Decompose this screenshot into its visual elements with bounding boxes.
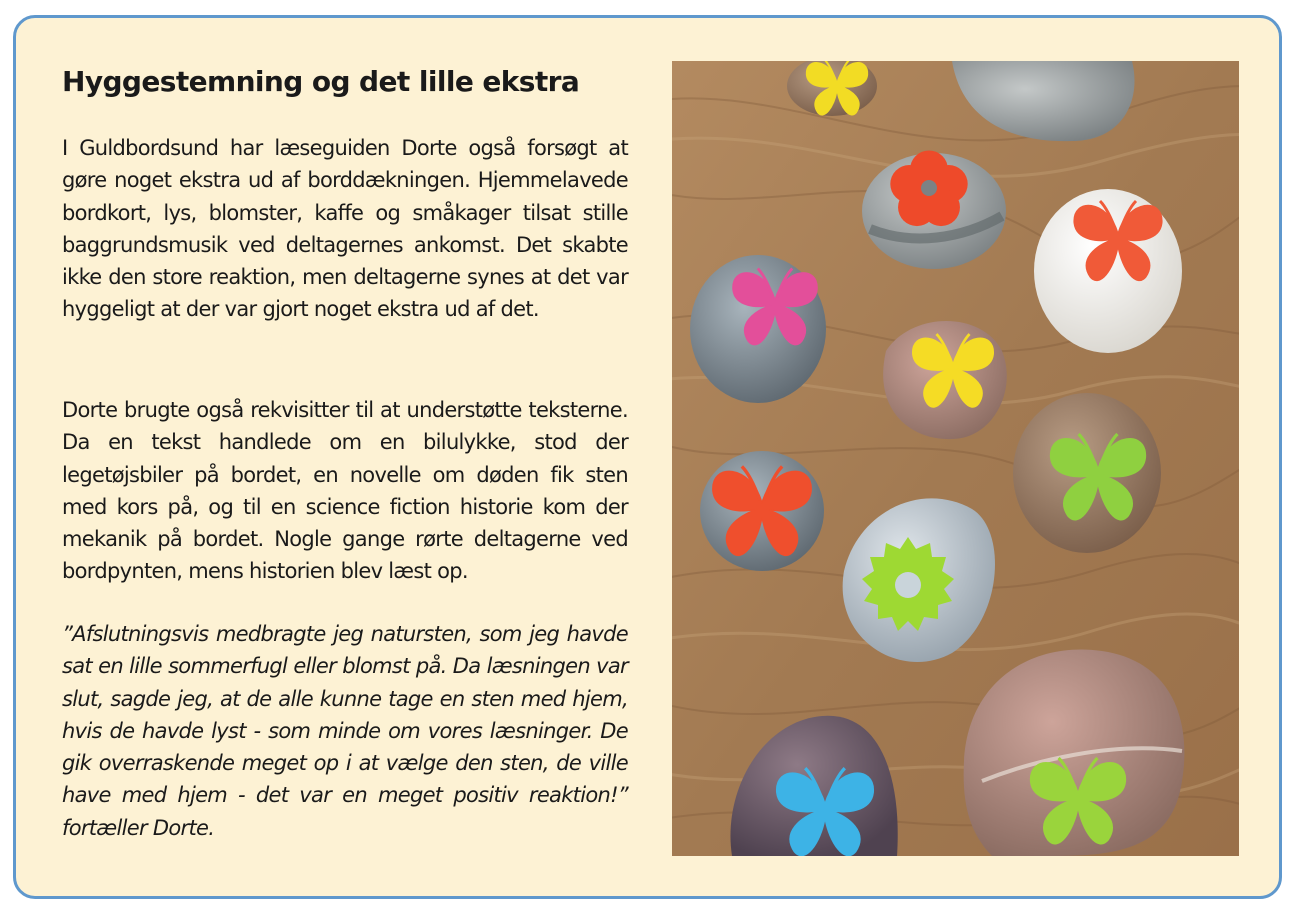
article-heading: Hyggestemning og det lille ekstra — [62, 65, 580, 98]
stones-photo — [672, 61, 1239, 856]
article-paragraph-1: I Guldbordsund har læseguiden Dorte også forsøgt at gøre noget ekstra ud af borddækningen. Hjemmelavede bordkort, lys, blomster, kaffe og småkager tilsat stille baggrundsmusik ved deltagernes ankomst. Det skabte ikke den store reaktion, men deltagerne synes at det var hyggeligt at der var gjort noget ekstra ud af det. — [62, 136, 628, 322]
article-quote-paragraph: ”Afslutningsvis medbragte jeg natursten, som jeg havde sat en lille sommerfugl eller blomst på. Da læsningen var slut, sagde jeg, at de alle kunne tage en sten med hjem, hvis de havde lyst - som minde om vores læsninger. De gik overraskende meget op i at vælge den sten, de ville have med hjem - det var en meget positiv reaktion!” fortæller Dorte. — [62, 622, 628, 840]
article-paragraph-2: Dorte brugte også rekvisitter til at understøtte teksterne. Da en tekst handlede om en bilulykke, stod der legetøjsbiler på bordet, en novelle om døden fik sten med kors på, og til en science fiction historie kom der mekanik på bordet. Nogle gange rørte deltagerne ved bordpynten, mens historien blev læst op. — [62, 398, 628, 584]
stones-photo-illustration — [672, 61, 1239, 856]
